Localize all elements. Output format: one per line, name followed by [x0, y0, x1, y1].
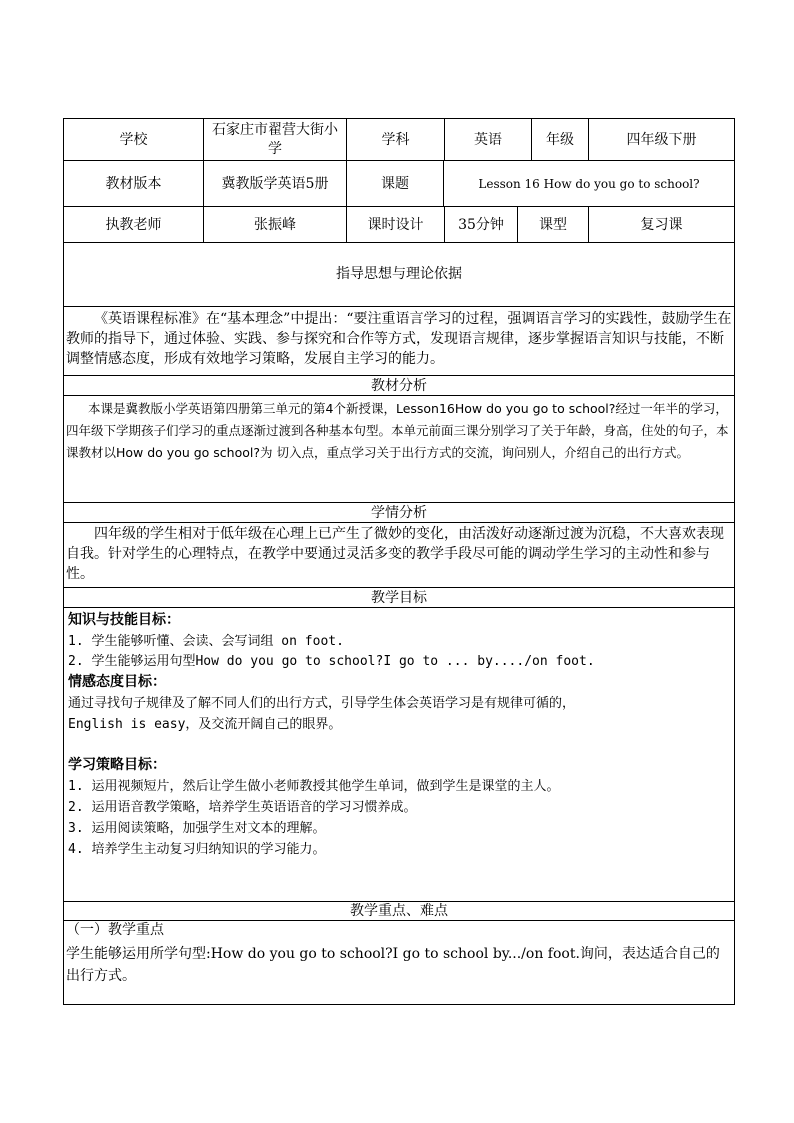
table-border-left [63, 118, 64, 1005]
topic-label: 课题 [381, 175, 409, 192]
table-border-bottom [63, 1004, 735, 1005]
school-value: 石家庄市翟营大街小学 [212, 121, 338, 157]
knowledge-item: 2. 学生能够运用句型How do you go to school?I go to ... by..../on foot. [68, 654, 595, 669]
textbook-label: 教材版本 [105, 175, 162, 192]
row-divider [63, 502, 735, 503]
row-divider [63, 242, 735, 243]
key-points-text: 学生能够运用所学句型:How do you go to school?I go to school by.../on foot.询问，表达适合自己的出行方式。 [66, 946, 720, 984]
goals-title: 教学目标 [371, 590, 427, 606]
row-divider [63, 375, 735, 376]
row-divider [63, 306, 735, 307]
knowledge-heading: 知识与技能目标： [68, 612, 180, 628]
material-text: 本课是冀教版小学英语第四册第三单元的第4个新授课，Lesson16How do you go to school?经过一年半的学习，四年级下学期孩子们学习的重点逐渐过渡到各种基本句型。本单元前面三课分别学习了关于年龄，身高，住处的句子，本课教材以How do you go school?为 切入点，重点学习关于出行方式的交流，询问别人，介绍自己的出行方式。 [66, 401, 729, 460]
emotion-heading: 情感态度目标： [68, 674, 166, 690]
strategy-item: 1. 运用视频短片，然后让学生做小老师教授其他学生单词，做到学生是课堂的主人。 [68, 779, 560, 794]
school-label: 学校 [119, 131, 148, 148]
period-label: 课时设计 [367, 216, 424, 233]
textbook-value: 冀教版学英语5册 [221, 175, 329, 192]
strategy-heading: 学习策略目标： [68, 757, 166, 773]
subject-label: 学科 [381, 131, 410, 148]
teacher-label: 执教老师 [105, 216, 162, 233]
row-divider [63, 395, 735, 396]
guiding-text: 《英语课程标准》在“基本理念”中提出：“要注重语言学习的过程，强调语言学习的实践性，鼓励学生在教师的指导下，通过体验、实践、参与探究和合作等方式，发现语言规律，逐步掌握语言知识与技能，不断调整情感态度，形成有效地学习策略，发展自主学习的能力。 [66, 311, 732, 367]
strategy-item: 3. 运用阅读策略，加强学生对文本的理解。 [68, 821, 326, 836]
key-points-subheading: （一）教学重点 [66, 922, 164, 938]
key-points-title: 教学重点、难点 [350, 903, 448, 919]
material-title: 教材分析 [371, 378, 427, 394]
knowledge-item: 1. 学生能够听懂、会读、会写词组 on foot. [68, 634, 344, 649]
grade-value: 四年级下册 [626, 131, 697, 148]
period-value: 35分钟 [458, 216, 504, 233]
topic-value: Lesson 16 How do you go to school? [478, 176, 700, 191]
students-title: 学情分析 [371, 505, 427, 521]
table-border-right [734, 118, 735, 1005]
row-divider [63, 522, 735, 523]
guiding-title: 指导思想与理论依据 [336, 266, 462, 282]
students-text: 四年级的学生相对于低年级在心理上已产生了微妙的变化，由活泼好动逐渐过渡为沉稳，不大喜欢表现自我。针对学生的心理特点，在教学中要通过灵活多变的教学手段尽可能的调动学生学习的主动性和参与性。 [66, 526, 724, 582]
teacher-value: 张振峰 [254, 216, 296, 233]
emotion-line: 通过寻找句子规律及了解不同人们的出行方式，引导学生体会英语学习是有规律可循的， [68, 696, 576, 711]
strategy-item: 4. 培养学生主动复习归纳知识的学习能力。 [68, 842, 326, 857]
emotion-line: English is easy，及交流开阔自己的眼界。 [68, 717, 342, 732]
row-divider [63, 587, 735, 588]
subject-value: 英语 [474, 131, 502, 148]
type-label: 课型 [539, 216, 567, 233]
row-divider [63, 607, 735, 608]
strategy-item: 2. 运用语音教学策略，培养学生英语语音的学习习惯养成。 [68, 800, 417, 815]
type-value: 复习课 [640, 216, 683, 233]
grade-label: 年级 [546, 131, 574, 148]
